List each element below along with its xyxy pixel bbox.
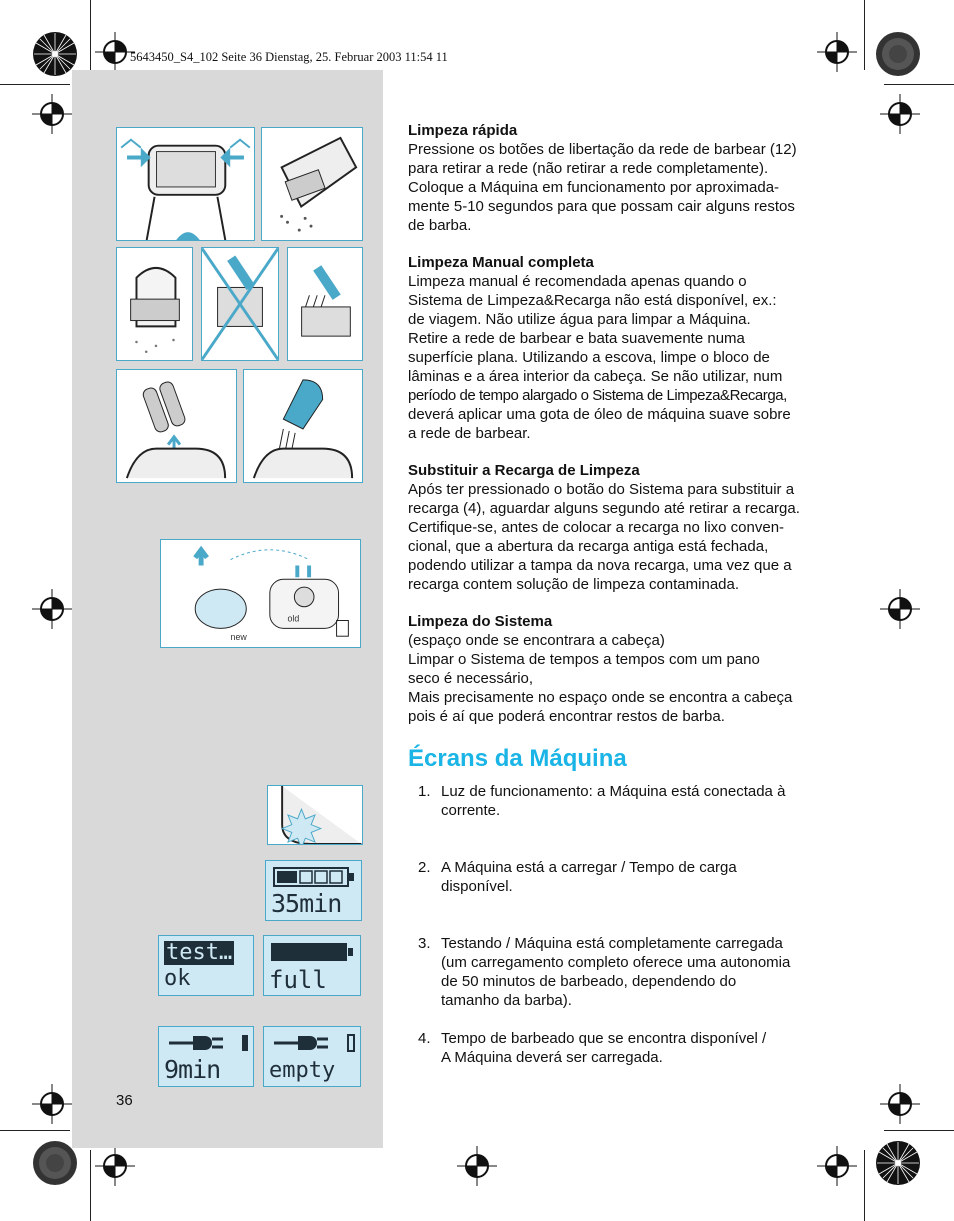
figure-release-foil [116, 127, 255, 241]
section-system-clean [408, 612, 840, 726]
lcd-charging-time: 35min [271, 889, 342, 918]
section-body-part: deverá aplicar uma gota de óleo de máquina suave sobre a rede de barbear. [408, 406, 791, 442]
section-body: Após ter pressionado o botão do Sistema para substituir a recarga (4), aguardar alguns segundo até retirar a recarga. Certifique-se, antes de colocar a recarga no lixo conven- cional, que a abertura da recarga antiga está fechada, podendo utilizar a tampa da nova recarga, uma vez que a recarga contem solução de limpeza contaminada. [408, 481, 800, 593]
list-item [408, 858, 840, 896]
lcd-empty-text: empty [269, 1058, 336, 1083]
registration-mark-icon [32, 589, 72, 629]
crop-line [884, 1130, 954, 1131]
battery-full-icon [270, 942, 354, 962]
lcd-remaining [158, 1026, 254, 1087]
figure-remove-foil [116, 247, 193, 361]
lcd-testing [158, 935, 254, 996]
section-title: Limpeza Manual completa [408, 254, 594, 271]
crop-line [864, 0, 865, 70]
registration-mark-icon [880, 94, 920, 134]
lcd-full-text: full [269, 966, 327, 994]
list-text: Testando / Máquina está completamente carregada (um carregamento completo oferece uma autonomia de 50 minutos de barbeado, dependendo do tamanho da barba). [441, 935, 791, 1009]
lcd-ok: ok [164, 966, 191, 991]
list-item [408, 782, 840, 820]
battery-icon [273, 867, 355, 887]
section-title: Limpeza do Sistema [408, 613, 553, 630]
lcd-charging [265, 860, 362, 921]
crop-line [90, 1150, 91, 1221]
crop-line [0, 84, 70, 85]
print-header: 5643450_S4_102 Seite 36 Dienstag, 25. Februar 2003 11:54 11 [130, 50, 448, 64]
figure-cutter-blocks [116, 369, 237, 483]
list-number: 3. [418, 935, 431, 952]
plug-icon [169, 1033, 249, 1053]
list-item [408, 1029, 840, 1067]
section-body: Pressione os botões de libertação da rede de barbear (12) para retirar a rede (não retirar a rede completamente). Coloque a Máquina em funcionamento por aproximada- mente 5-10 segundos para que possam cair alguns restos de barba. [408, 141, 797, 234]
list-text: Luz de funcionamento: a Máquina está conectada à corrente. [441, 783, 786, 819]
list-number: 2. [418, 859, 431, 876]
list-text: A Máquina está a carregar / Tempo de carga disponível. [441, 859, 737, 895]
section-title: Substituir a Recarga de Limpeza [408, 462, 640, 479]
registration-mark-icon [817, 32, 857, 72]
list-item [408, 934, 840, 1010]
lcd-empty [263, 1026, 361, 1087]
lcd-test: test… [166, 940, 233, 965]
section-manual-clean [408, 253, 840, 443]
lcd-full [263, 935, 361, 996]
figure-replace-cartridge [160, 539, 361, 648]
registration-mark-icon [880, 1084, 920, 1124]
crop-line [0, 1130, 70, 1131]
figure-do-not-brush-foil [201, 247, 279, 361]
text-column [408, 121, 840, 1067]
lcd-remaining-time: 9min [164, 1055, 221, 1084]
color-target-icon [875, 1140, 921, 1186]
plug-icon [274, 1033, 356, 1053]
label-new: new [230, 632, 247, 643]
display-list [408, 782, 840, 1067]
registration-mark-icon [817, 1146, 857, 1186]
section-quick-clean [408, 121, 840, 235]
section-body-part: período de tempo alargado o Sistema de Limpeza&Recarga, [408, 387, 787, 404]
section-replace-cartridge [408, 461, 840, 594]
page-number: 36 [116, 1092, 133, 1109]
crop-line [884, 84, 954, 85]
section-title: Limpeza rápida [408, 122, 518, 139]
list-number: 1. [418, 783, 431, 800]
screens-heading: Écrans da Máquina [408, 745, 627, 772]
list-text: Tempo de barbeado que se encontra disponível / A Máquina deverá ser carregada. [441, 1030, 767, 1066]
section-body: (espaço onde se encontrara a cabeça) Limpar o Sistema de tempos a tempos com um pano seco é necessário, Mais precisamente no espaço onde se encontra a cabeça pois é aí que poderá encontrar restos de barba. [408, 632, 793, 725]
figure-brush-cutter [287, 247, 363, 361]
registration-mark-icon [32, 94, 72, 134]
registration-mark-icon [457, 1146, 497, 1186]
list-number: 4. [418, 1030, 431, 1047]
crop-line [90, 0, 91, 70]
registration-mark-icon [880, 589, 920, 629]
figure-brush-head [243, 369, 363, 483]
registration-mark-icon [95, 1146, 135, 1186]
section-body [408, 272, 840, 443]
registration-mark-icon [32, 1084, 72, 1124]
label-old: old [287, 613, 300, 624]
color-target-icon [875, 31, 921, 77]
crop-line [864, 1150, 865, 1221]
figure-tap-shaver [261, 127, 363, 241]
figure-power-light [267, 785, 363, 845]
section-body-part: Limpeza manual é recomendada apenas quando o Sistema de Limpeza&Recarga não está disponível, ex.: de viagem. Não utilize água para limpar a Máquina. Retire a rede de barbear e bata suavemente numa superfície plana. Utilizando a escova, limpe o bloco de lâminas e a área interior da cabeça. Se não utilizar, num [408, 273, 783, 385]
registration-mark-icon [95, 32, 135, 72]
